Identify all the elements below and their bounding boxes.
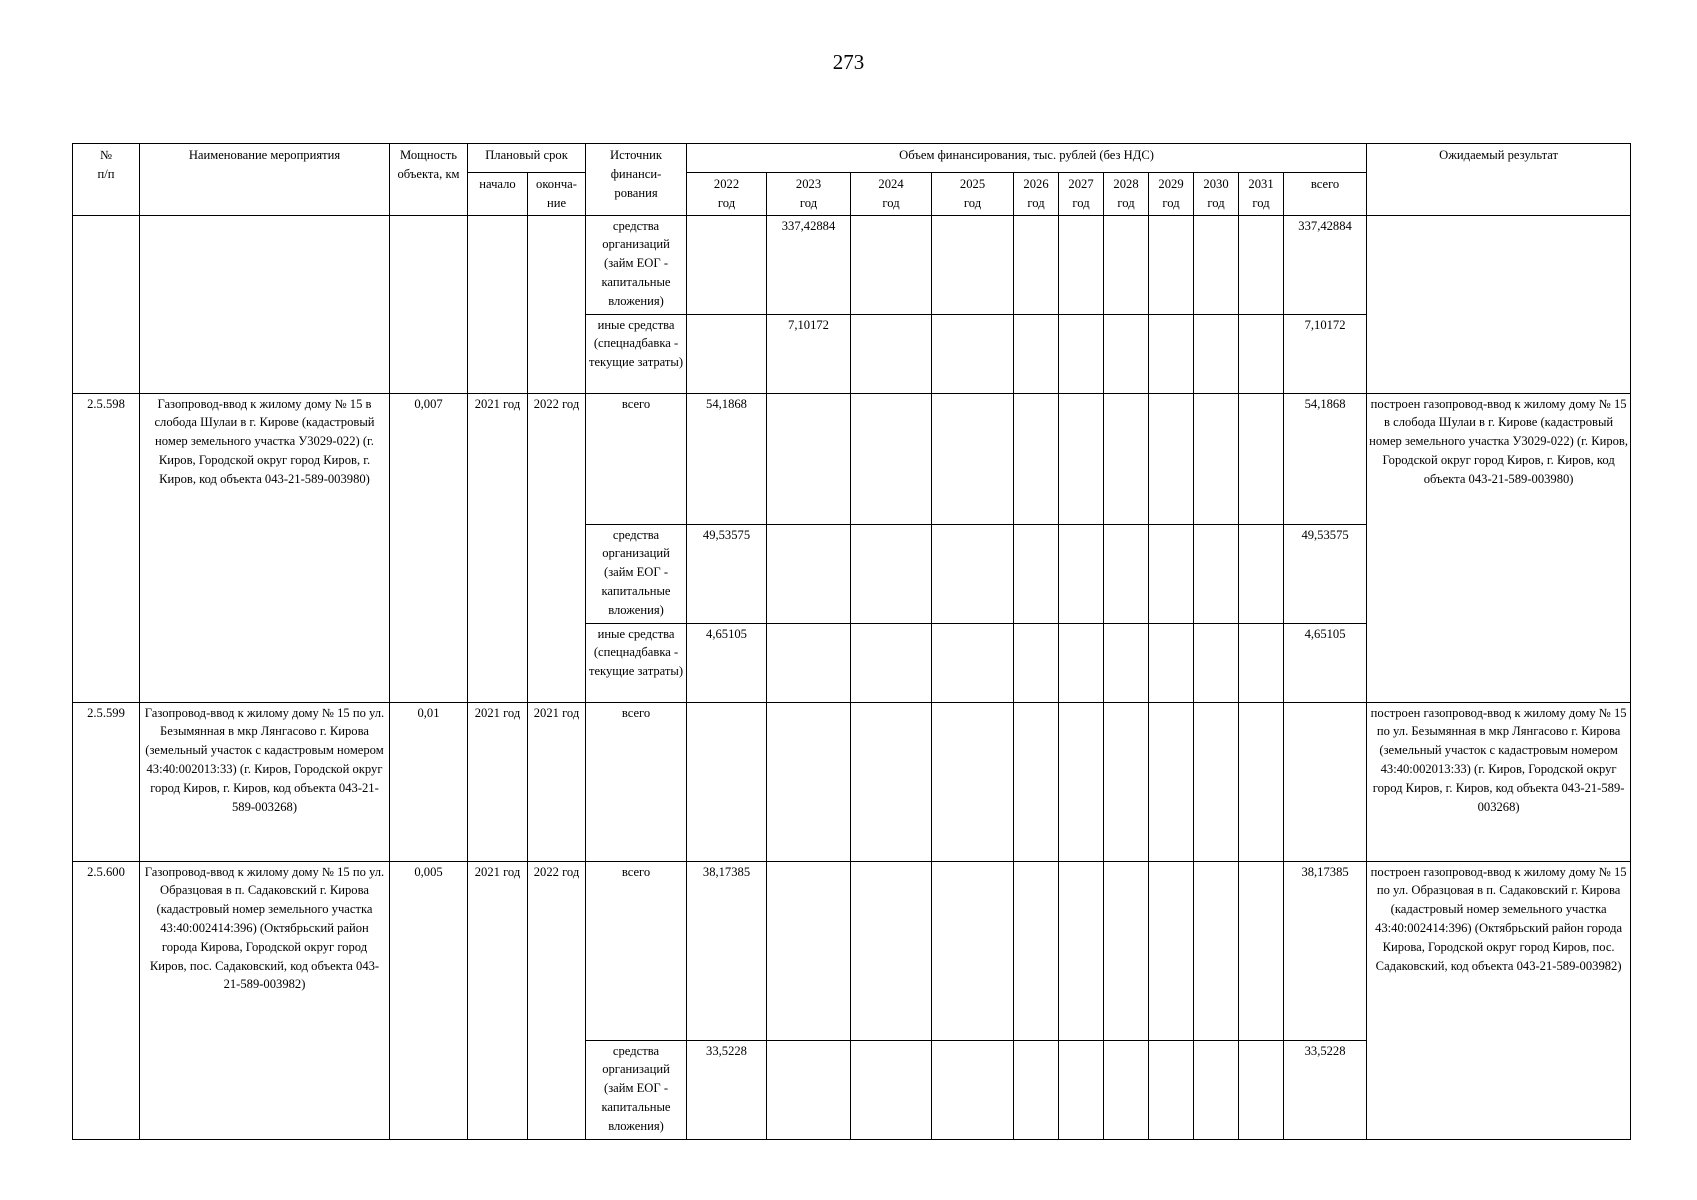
- year-value: 7,10172: [767, 314, 851, 393]
- row-number: 2.5.598: [73, 393, 140, 702]
- year-value: [1059, 393, 1104, 524]
- expected-result: [1367, 215, 1631, 393]
- year-value: [1239, 524, 1284, 623]
- measure-name: Газопровод-ввод к жилому дому № 15 в слобода Шулаи в г. Кирове (кадастровый номер земельного участка У3029-022) (г. Киров, Городской округ город Киров, г. Киров, код объекта 043-21-589-003980): [140, 393, 390, 702]
- year-value: [932, 524, 1014, 623]
- row-number: [73, 215, 140, 393]
- year-value: [1014, 623, 1059, 702]
- header-source: Источник финанси- рования: [586, 144, 687, 216]
- year-value: [1104, 215, 1149, 314]
- financing-table: [72, 143, 1631, 1140]
- expected-result: построен газопровод-ввод к жилому дому № 15 по ул. Образцовая в п. Садаковский г. Кирова (кадастровый номер земельного участка 43:40:002414:396) (Октябрьский район города Кирова, Городской округ город Киров, пос. Садаковский, код объекта 043-21-589-003982): [1367, 861, 1631, 1139]
- year-value: [932, 215, 1014, 314]
- measure-name: Газопровод-ввод к жилому дому № 15 по ул. Образцовая в п. Садаковский г. Кирова (кадастровый номер земельного участка 43:40:002414:396) (Октябрьский район города Кирова, Городской округ город Киров, пос. Садаковский, код объекта 043-21-589-003982): [140, 861, 390, 1139]
- year-value: 38,17385: [687, 861, 767, 1040]
- measure-name: [140, 215, 390, 393]
- capacity-value: [390, 215, 468, 393]
- year-value: [851, 215, 932, 314]
- year-value: [1104, 393, 1149, 524]
- year-value: [767, 861, 851, 1040]
- year-value: [1059, 623, 1104, 702]
- year-value: [932, 1040, 1014, 1139]
- year-value: [1104, 623, 1149, 702]
- year-value: 4,65105: [687, 623, 767, 702]
- header-year: 2029 год: [1149, 173, 1194, 216]
- funding-source: иные средства (спецнадбавка - текущие затраты): [586, 314, 687, 393]
- year-value: [767, 524, 851, 623]
- header-start: начало: [468, 173, 528, 216]
- year-value: [687, 314, 767, 393]
- header-year: 2022 год: [687, 173, 767, 216]
- year-value: [1239, 1040, 1284, 1139]
- end-year: 2022 год: [528, 861, 586, 1139]
- start-year: [468, 215, 528, 393]
- year-value: [1059, 524, 1104, 623]
- table-row: [73, 393, 1631, 524]
- start-year: 2021 год: [468, 702, 528, 861]
- year-value: [1239, 314, 1284, 393]
- year-value: [851, 393, 932, 524]
- year-value: [1059, 314, 1104, 393]
- header-name: Наименование мероприятия: [140, 144, 390, 216]
- year-value: [1239, 623, 1284, 702]
- year-value: [767, 702, 851, 861]
- year-value: [1104, 524, 1149, 623]
- total-value: 49,53575: [1284, 524, 1367, 623]
- year-value: [932, 623, 1014, 702]
- year-value: [1014, 524, 1059, 623]
- year-value: [1194, 702, 1239, 861]
- year-value: [932, 314, 1014, 393]
- year-value: [1014, 215, 1059, 314]
- header-year: 2026 год: [1014, 173, 1059, 216]
- year-value: [687, 702, 767, 861]
- end-year: 2022 год: [528, 393, 586, 702]
- funding-source: средства организаций (займ ЕОГ - капитальные вложения): [586, 215, 687, 314]
- measure-name: Газопровод-ввод к жилому дому № 15 по ул. Безымянная в мкр Лянгасово г. Кирова (земельный участок с кадастровым номером 43:40:002013:33) (г. Киров, Городской округ город Киров, г. Киров, код объекта 043-21-589-003268): [140, 702, 390, 861]
- year-value: [851, 524, 932, 623]
- year-value: [1104, 314, 1149, 393]
- year-value: [1149, 314, 1194, 393]
- year-value: [1239, 702, 1284, 861]
- year-value: [1014, 702, 1059, 861]
- expected-result: построен газопровод-ввод к жилому дому № 15 по ул. Безымянная в мкр Лянгасово г. Кирова (земельный участок с кадастровым номером 43:40:002013:33) (г. Киров, Городской округ город Киров, г. Киров, код объекта 043-21-589-003268): [1367, 702, 1631, 861]
- header-plan-term: Плановый срок: [468, 144, 586, 173]
- year-value: [767, 393, 851, 524]
- year-value: 33,5228: [687, 1040, 767, 1139]
- funding-source: средства организаций (займ ЕОГ - капитальные вложения): [586, 524, 687, 623]
- year-value: [851, 1040, 932, 1139]
- year-value: [1014, 314, 1059, 393]
- year-value: [1149, 524, 1194, 623]
- year-value: [851, 861, 932, 1040]
- year-value: [1014, 1040, 1059, 1139]
- year-value: [687, 215, 767, 314]
- funding-source: средства организаций (займ ЕОГ - капитальные вложения): [586, 1040, 687, 1139]
- header-year: 2031 год: [1239, 173, 1284, 216]
- funding-source: всего: [586, 861, 687, 1040]
- row-number: 2.5.600: [73, 861, 140, 1139]
- year-value: [1149, 861, 1194, 1040]
- year-value: [1194, 861, 1239, 1040]
- header-year: 2024 год: [851, 173, 932, 216]
- funding-source: всего: [586, 393, 687, 524]
- capacity-value: 0,007: [390, 393, 468, 702]
- year-value: 337,42884: [767, 215, 851, 314]
- year-value: 54,1868: [687, 393, 767, 524]
- header-result: Ожидаемый результат: [1367, 144, 1631, 216]
- row-number: 2.5.599: [73, 702, 140, 861]
- header-capacity: Мощность объекта, км: [390, 144, 468, 216]
- total-value: 54,1868: [1284, 393, 1367, 524]
- year-value: [851, 314, 932, 393]
- funding-source: всего: [586, 702, 687, 861]
- start-year: 2021 год: [468, 861, 528, 1139]
- year-value: [1104, 861, 1149, 1040]
- header-year: 2027 год: [1059, 173, 1104, 216]
- year-value: [767, 623, 851, 702]
- end-year: 2021 год: [528, 702, 586, 861]
- header-total: всего: [1284, 173, 1367, 216]
- header-end: оконча- ние: [528, 173, 586, 216]
- header-year: 2025 год: [932, 173, 1014, 216]
- year-value: [1104, 702, 1149, 861]
- header-num: № п/п: [73, 144, 140, 216]
- year-value: 49,53575: [687, 524, 767, 623]
- year-value: [851, 623, 932, 702]
- year-value: [932, 393, 1014, 524]
- year-value: [1194, 623, 1239, 702]
- table-body: [73, 215, 1631, 1139]
- year-value: [1149, 1040, 1194, 1139]
- year-value: [1149, 702, 1194, 861]
- total-value: [1284, 702, 1367, 861]
- year-value: [1239, 215, 1284, 314]
- year-value: [932, 861, 1014, 1040]
- year-value: [1149, 393, 1194, 524]
- capacity-value: 0,01: [390, 702, 468, 861]
- year-value: [1239, 393, 1284, 524]
- year-value: [1059, 215, 1104, 314]
- table-row: [73, 861, 1631, 1040]
- year-value: [1194, 524, 1239, 623]
- year-value: [1014, 393, 1059, 524]
- year-value: [1059, 702, 1104, 861]
- year-value: [932, 702, 1014, 861]
- year-value: [1239, 861, 1284, 1040]
- year-value: [1059, 861, 1104, 1040]
- year-value: [767, 1040, 851, 1139]
- total-value: 33,5228: [1284, 1040, 1367, 1139]
- year-value: [1104, 1040, 1149, 1139]
- year-value: [851, 702, 932, 861]
- year-value: [1149, 215, 1194, 314]
- table-row: [73, 215, 1631, 314]
- year-value: [1059, 1040, 1104, 1139]
- header-year: 2030 год: [1194, 173, 1239, 216]
- year-value: [1149, 623, 1194, 702]
- header-volume: Объем финансирования, тыс. рублей (без НДС): [687, 144, 1367, 173]
- total-value: 4,65105: [1284, 623, 1367, 702]
- year-value: [1194, 314, 1239, 393]
- header-year: 2028 год: [1104, 173, 1149, 216]
- capacity-value: 0,005: [390, 861, 468, 1139]
- total-value: 7,10172: [1284, 314, 1367, 393]
- year-value: [1194, 393, 1239, 524]
- funding-source: иные средства (спецнадбавка - текущие затраты): [586, 623, 687, 702]
- expected-result: построен газопровод-ввод к жилому дому № 15 в слобода Шулаи в г. Кирове (кадастровый номер земельного участка У3029-022) (г. Киров, Городской округ город Киров, г. Киров, код объекта 043-21-589-003980): [1367, 393, 1631, 702]
- total-value: 38,17385: [1284, 861, 1367, 1040]
- year-value: [1194, 1040, 1239, 1139]
- year-value: [1194, 215, 1239, 314]
- header-year: 2023 год: [767, 173, 851, 216]
- end-year: [528, 215, 586, 393]
- total-value: 337,42884: [1284, 215, 1367, 314]
- page-number: 273: [832, 50, 865, 74]
- year-value: [1014, 861, 1059, 1040]
- table-row: [73, 702, 1631, 861]
- start-year: 2021 год: [468, 393, 528, 702]
